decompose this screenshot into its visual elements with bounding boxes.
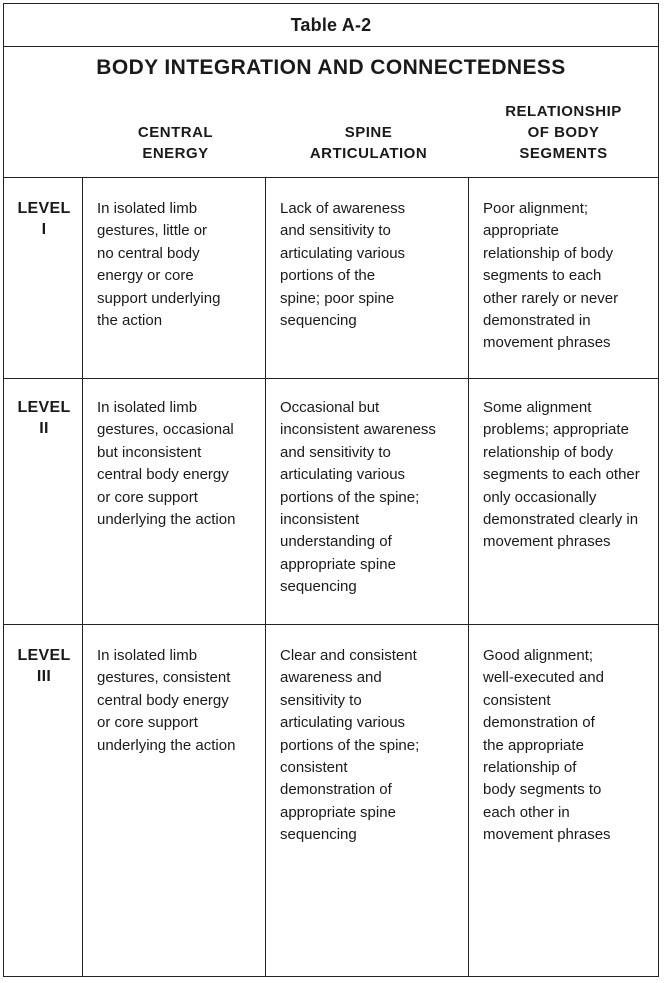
row-divider bbox=[4, 624, 658, 625]
table-title: BODY INTEGRATION AND CONNECTEDNESS bbox=[96, 56, 566, 79]
row-level-label: LEVEL II bbox=[17, 399, 71, 437]
row-divider bbox=[4, 177, 658, 178]
column-header-central-energy: CENTRAL ENERGY bbox=[137, 124, 214, 162]
cell-spine-articulation: Occasional but inconsistent awareness and sensitivity to articulating various portions of the spine; inconsistent understanding of appropriate spine sequencing bbox=[280, 399, 436, 596]
row-level-label: LEVEL III bbox=[17, 647, 71, 685]
table-caption: Table A-2 bbox=[4, 4, 658, 47]
column-divider bbox=[265, 177, 266, 976]
cell-central-energy: In isolated limb gestures, consistent central body energy or core support underlying the action bbox=[97, 647, 236, 754]
cell-body-segments: Poor alignment; appropriate relationship of body segments to each other rarely or never demonstrated in movement phrases bbox=[483, 200, 619, 352]
column-header-spine-articulation: SPINE ARTICULATION bbox=[309, 124, 428, 162]
table-frame bbox=[3, 3, 659, 977]
column-divider bbox=[468, 177, 469, 976]
cell-spine-articulation: Clear and consistent awareness and sensitivity to articulating various portions of the spine; consistent demonstration of appropriate spine sequencing bbox=[280, 647, 420, 844]
row-level-label: LEVEL I bbox=[17, 200, 71, 238]
cell-spine-articulation: Lack of awareness and sensitivity to articulating various portions of the spine; poor spine sequencing bbox=[280, 200, 406, 330]
cell-central-energy: In isolated limb gestures, occasional but inconsistent central body energy or core support underlying the action bbox=[97, 399, 236, 529]
column-divider bbox=[82, 177, 83, 976]
row-divider bbox=[4, 378, 658, 379]
cell-body-segments: Good alignment; well-executed and consistent demonstration of the appropriate relationship of body segments to each other in movement phrases bbox=[483, 647, 611, 844]
cell-body-segments: Some alignment problems; appropriate relationship of body segments to each other only occasionally demonstrated clearly in movement phrases bbox=[483, 399, 640, 551]
column-header-body-segments: RELATIONSHIP OF BODY SEGMENTS bbox=[505, 103, 622, 162]
cell-central-energy: In isolated limb gestures, little or no central body energy or core support underlying the action bbox=[97, 200, 221, 330]
